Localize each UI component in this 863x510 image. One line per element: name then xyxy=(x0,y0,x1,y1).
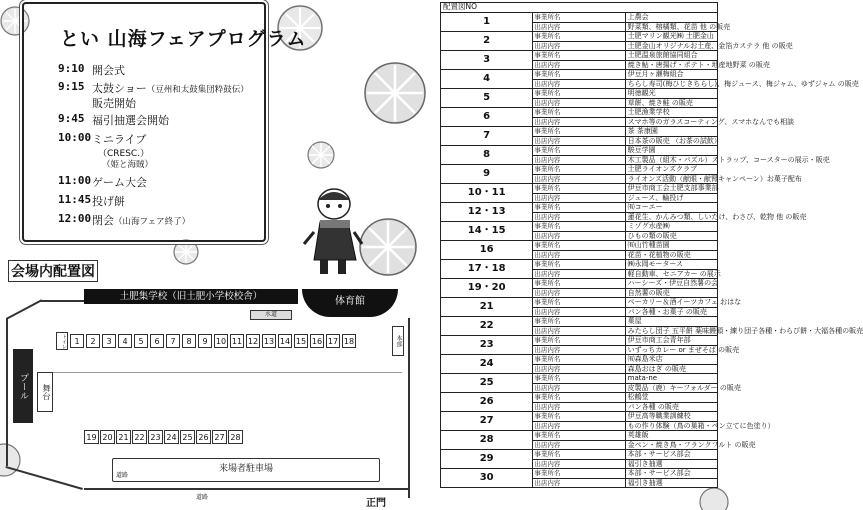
content-label: 出店内容 xyxy=(533,345,625,355)
orange-slice-icon xyxy=(172,238,200,266)
stall-top: 18 xyxy=(342,334,356,348)
program-time: 9:10 xyxy=(58,62,85,75)
program-text: 太鼓ショー（豆州和太鼓集団粋鼓伝） xyxy=(92,82,249,95)
content-label: 出店内容 xyxy=(533,212,625,222)
program-text: ミニライブ xyxy=(92,133,147,146)
road-label: 道路 xyxy=(116,472,129,479)
store-content: 福引き抽選 xyxy=(625,459,717,469)
map-boundary xyxy=(6,299,42,320)
table-row xyxy=(441,412,718,422)
table-row xyxy=(441,51,718,61)
business-name: ㈲コーエー xyxy=(625,203,717,213)
layout-number: 22 xyxy=(441,317,533,336)
layout-number: 6 xyxy=(441,108,533,127)
business-name: 上農会 xyxy=(625,13,717,23)
stall-bottom: 28 xyxy=(228,430,243,444)
business-name: 伊豆市商工会青年部 xyxy=(625,336,717,346)
store-content: 森島おはぎ の販売 xyxy=(625,364,717,374)
layout-number: 14・15 xyxy=(441,222,533,241)
orange-slice-icon xyxy=(356,60,434,126)
business-name: ㈲森島米店 xyxy=(625,355,717,365)
content-label: 出店内容 xyxy=(533,193,625,203)
stall-top: 6 xyxy=(150,334,164,348)
business-label: 事業所名 xyxy=(533,412,625,422)
table-row xyxy=(441,260,718,270)
stall-top: 17 xyxy=(326,334,340,348)
business-label: 事業所名 xyxy=(533,13,625,23)
stall-top: 7 xyxy=(166,334,180,348)
business-name: 英雄飯 xyxy=(625,431,717,441)
business-label: 事業所名 xyxy=(533,355,625,365)
table-row xyxy=(441,374,718,384)
business-name: mata-ne xyxy=(625,374,717,384)
table-row xyxy=(441,108,718,118)
table-row xyxy=(441,165,718,175)
store-content: ちらし寿司(梅ひじきちらし)、梅ジュース、梅ジャム、ゆずジャム の販売 xyxy=(625,79,717,89)
content-label: 出店内容 xyxy=(533,60,625,70)
water-tap: 水道 xyxy=(250,310,292,320)
content-label: 出店内容 xyxy=(533,326,625,336)
table-row xyxy=(441,184,718,194)
content-label: 出店内容 xyxy=(533,269,625,279)
store-content: もの作り体験（鳥の巣箱・ペン立てに色塗り） xyxy=(625,421,717,431)
program-time: 12:00 xyxy=(58,212,92,225)
table-row xyxy=(441,70,718,80)
table-row xyxy=(441,298,718,308)
content-label: 出店内容 xyxy=(533,478,625,488)
store-content: 自然薯の販売 xyxy=(625,288,717,298)
program-note: （山海フェア終了） xyxy=(114,217,191,227)
business-label: 事業所名 xyxy=(533,260,625,270)
info-box: 本部 xyxy=(392,326,404,356)
store-content: ジュース、輪投げ xyxy=(625,193,717,203)
business-name: 土肥ライオンズクラブ xyxy=(625,165,717,175)
business-label: 事業所名 xyxy=(533,469,625,479)
business-label: 事業所名 xyxy=(533,298,625,308)
stall-top: 12 xyxy=(246,334,260,348)
road-label: 道路 xyxy=(196,494,209,501)
map-boundary xyxy=(6,318,8,466)
table-row xyxy=(441,279,718,289)
content-label: 出店内容 xyxy=(533,459,625,469)
stall-top: 11 xyxy=(230,334,244,348)
stall-top: 14 xyxy=(278,334,292,348)
business-name: 本部・サービス部会 xyxy=(625,469,717,479)
table-row xyxy=(441,146,718,156)
program-sub: （CRESC.） xyxy=(98,149,150,159)
stall-bottom: 21 xyxy=(116,430,131,444)
table-row xyxy=(441,89,718,99)
business-name: 本部・サービス部会 xyxy=(625,450,717,460)
table-row xyxy=(441,450,718,460)
stall-top: 10 xyxy=(214,334,228,348)
business-name: 駿豆学園 xyxy=(625,146,717,156)
layout-number: 4 xyxy=(441,70,533,89)
store-content: 花苗・花植物の販売 xyxy=(625,250,717,260)
layout-number: 21 xyxy=(441,298,533,317)
layout-number: 12・13 xyxy=(441,203,533,222)
business-name: 伊豆月ヶ瀬梅組合 xyxy=(625,70,717,80)
store-content: 草餅、焼き鮭 の販売 xyxy=(625,98,717,108)
business-label: 事業所名 xyxy=(533,32,625,42)
table-row xyxy=(441,317,718,327)
program-time: 11:00 xyxy=(58,174,92,187)
store-content: 軽自動車、セニアカー の展示 xyxy=(625,269,717,279)
content-label: 出店内容 xyxy=(533,440,625,450)
table-row xyxy=(441,336,718,346)
business-name: 土肥漁業学校 xyxy=(625,108,717,118)
program-text: 開会式 xyxy=(92,64,125,77)
business-label: 事業所名 xyxy=(533,317,625,327)
map-boundary xyxy=(40,300,84,302)
program-text: 閉会（山海フェア終了） xyxy=(92,214,191,227)
business-label: 事業所名 xyxy=(533,127,625,137)
pool: プール xyxy=(13,349,33,423)
program-sub2: （姫と海賊） xyxy=(102,160,154,170)
map-title: 会場内配置図 xyxy=(8,260,98,282)
store-content: パン各種・お菓子 の販売 xyxy=(625,307,717,317)
stall-top: 3 xyxy=(102,334,116,348)
stall-top: 4 xyxy=(118,334,132,348)
business-name: 茶 茶康園 xyxy=(625,127,717,137)
store-content: パン各種 の販売 xyxy=(625,402,717,412)
table-header-row xyxy=(441,3,718,13)
content-label: 出店内容 xyxy=(533,79,625,89)
program-text: 投げ餅 xyxy=(92,195,125,208)
program-time: 10:00 xyxy=(58,131,92,144)
layout-number: 29 xyxy=(441,450,533,469)
business-label: 事業所名 xyxy=(533,374,625,384)
gymnasium: 体育館 xyxy=(302,289,398,317)
business-label: 事業所名 xyxy=(533,393,625,403)
layout-number: 3 xyxy=(441,51,533,70)
business-label: 事業所名 xyxy=(533,431,625,441)
store-content: ひもの類の販売 xyxy=(625,231,717,241)
school-building: 土肥集学校（旧土肥小学校校舎） xyxy=(84,289,298,304)
business-name: ミゾグ水産㈱ xyxy=(625,222,717,232)
content-label: 出店内容 xyxy=(533,402,625,412)
business-name: ㈲山竹種苗園 xyxy=(625,241,717,251)
layout-number: 5 xyxy=(441,89,533,108)
layout-number: 2 xyxy=(441,32,533,51)
table-row xyxy=(441,393,718,403)
content-label: 出店内容 xyxy=(533,22,625,32)
store-content: 皮製品（鹿）キーフォルダー の販売 xyxy=(625,383,717,393)
program-title: とい 山海フェアプログラム xyxy=(60,28,307,50)
stall-top: 13 xyxy=(262,334,276,348)
orange-slice-icon xyxy=(306,140,336,170)
program-time: 11:45 xyxy=(58,193,92,206)
business-name: ㈱永岡モータース xyxy=(625,260,717,270)
layout-number: 10・11 xyxy=(441,184,533,203)
content-label: 出店内容 xyxy=(533,307,625,317)
store-content: ライオンズ活動（献眼・献腎キャンペーン）お菓子配布 xyxy=(625,174,717,184)
business-label: 事業所名 xyxy=(533,203,625,213)
program-time: 9:15 xyxy=(58,80,85,93)
content-label: 出店内容 xyxy=(533,288,625,298)
table-row xyxy=(441,469,718,479)
stall-top: 8 xyxy=(182,334,196,348)
business-name: 明徳観光 xyxy=(625,89,717,99)
stall-top: 15 xyxy=(294,334,308,348)
stall-bottom: 24 xyxy=(164,430,179,444)
business-name: 菓屋 xyxy=(625,317,717,327)
stall-top: 2 xyxy=(86,334,100,348)
table-header: 配置図NO xyxy=(441,3,718,13)
content-label: 出店内容 xyxy=(533,231,625,241)
content-label: 出店内容 xyxy=(533,117,625,127)
map-boundary xyxy=(84,488,408,490)
layout-number: 8 xyxy=(441,146,533,165)
business-name: 伊豆市商工会土肥支部事業部 xyxy=(625,184,717,194)
layout-number: 17・18 xyxy=(441,260,533,279)
layout-number: 25 xyxy=(441,374,533,393)
business-label: 事業所名 xyxy=(533,241,625,251)
program-note: （豆州和太鼓集団粋鼓伝） xyxy=(146,85,249,95)
business-name: 松鶴堂 xyxy=(625,393,717,403)
stall-bottom: 26 xyxy=(196,430,211,444)
layout-number: 1 xyxy=(441,13,533,32)
store-content: 金ペン・焼き鳥・フランクフルト の販売 xyxy=(625,440,717,450)
layout-number: 9 xyxy=(441,165,533,184)
business-label: 事業所名 xyxy=(533,89,625,99)
stall-top: 9 xyxy=(198,334,212,348)
table-row xyxy=(441,355,718,365)
program-sub: 販売開始 xyxy=(92,97,136,110)
store-content: 焼き鮎・唐揚げ・ポテト・地産地野菜 の販売 xyxy=(625,60,717,70)
business-label: 事業所名 xyxy=(533,51,625,61)
business-name: ハーシーズ・伊豆自然薯の会 xyxy=(625,279,717,289)
content-label: 出店内容 xyxy=(533,41,625,51)
stall-top: 5 xyxy=(134,334,148,348)
table-row xyxy=(441,32,718,42)
main-gate-label: 正門 xyxy=(366,498,386,509)
business-name: 伊豆高等職業訓練校 xyxy=(625,412,717,422)
layout-number: 23 xyxy=(441,336,533,355)
stall-bottom: 19 xyxy=(84,430,99,444)
business-label: 事業所名 xyxy=(533,165,625,175)
layout-number: 28 xyxy=(441,431,533,450)
map-boundary xyxy=(408,318,410,498)
store-content: みたらし団子 五平餅 薬味饅頭・練り団子各種・わらび餅・大福各種の販売 xyxy=(625,326,717,336)
layout-number: 27 xyxy=(441,412,533,431)
table-row xyxy=(441,127,718,137)
store-content: いずっちカレー or まぜそば の販売 xyxy=(625,345,717,355)
table-row xyxy=(441,203,718,213)
content-label: 出店内容 xyxy=(533,136,625,146)
business-name: ベーカリー＆酒イーツカフェ おはな xyxy=(625,298,717,308)
stall-bottom: 27 xyxy=(212,430,227,444)
layout-number: 24 xyxy=(441,355,533,374)
stall-top: 1 xyxy=(70,334,84,348)
layout-number: 16 xyxy=(441,241,533,260)
store-content: スマホ等のガラスコーティング、スマホなんでも相談 xyxy=(625,117,717,127)
business-label: 事業所名 xyxy=(533,108,625,118)
stall-bottom: 22 xyxy=(132,430,147,444)
layout-number: 7 xyxy=(441,127,533,146)
content-label: 出店内容 xyxy=(533,98,625,108)
content-label: 出店内容 xyxy=(533,364,625,374)
table-row xyxy=(441,13,718,23)
visitor-parking: 来場者駐車場 xyxy=(112,458,380,482)
store-content: 蓮花生、かんみつ類、しいたけ、わさび、乾物 他 の販売 xyxy=(625,212,717,222)
business-label: 事業所名 xyxy=(533,184,625,194)
business-label: 事業所名 xyxy=(533,450,625,460)
content-label: 出店内容 xyxy=(533,174,625,184)
store-content: 野菜類、榕橘類、花苗 他 の販売 xyxy=(625,22,717,32)
orange-slice-icon xyxy=(0,440,22,480)
business-label: 事業所名 xyxy=(533,279,625,289)
business-label: 事業所名 xyxy=(533,336,625,346)
program-time: 9:45 xyxy=(58,112,85,125)
business-name: 土肥マリン観光㈱ 土肥金山 xyxy=(625,32,717,42)
store-content: 土肥金山オリジナルお土産、金箔カステラ 他 の販売 xyxy=(625,41,717,51)
business-label: 事業所名 xyxy=(533,222,625,232)
stall-top: 16 xyxy=(310,334,324,348)
program-text: ゲーム大会 xyxy=(92,176,147,189)
business-label: 事業所名 xyxy=(533,70,625,80)
mascot-illustration xyxy=(300,186,366,282)
vendor-table xyxy=(440,2,863,488)
content-label: 出店内容 xyxy=(533,383,625,393)
table-row xyxy=(441,241,718,251)
content-label: 出店内容 xyxy=(533,155,625,165)
layout-number: 19・20 xyxy=(441,279,533,298)
store-content: 福引き抽選 xyxy=(625,478,717,488)
table-row xyxy=(441,431,718,441)
stall-bottom: 23 xyxy=(148,430,163,444)
content-label: 出店内容 xyxy=(533,250,625,260)
layout-number: 26 xyxy=(441,393,533,412)
store-content: 木工製品（組木・パズル）ストラップ、コースターの展示・販売 xyxy=(625,155,717,165)
layout-number: 30 xyxy=(441,469,533,488)
store-content: 日本茶の販売 （お茶の試飲） xyxy=(625,136,717,146)
map-boundary xyxy=(52,372,402,373)
content-label: 出店内容 xyxy=(533,421,625,431)
stage: 舞台 xyxy=(37,372,53,412)
business-label: 事業所名 xyxy=(533,146,625,156)
table-row xyxy=(441,222,718,232)
stall-bottom: 20 xyxy=(100,430,115,444)
program-text: 福引抽選会開始 xyxy=(92,114,169,127)
toilet-box: トイレ xyxy=(56,332,68,350)
stall-bottom: 25 xyxy=(180,430,195,444)
business-name: 土肥温泉旅館協同組合 xyxy=(625,51,717,61)
